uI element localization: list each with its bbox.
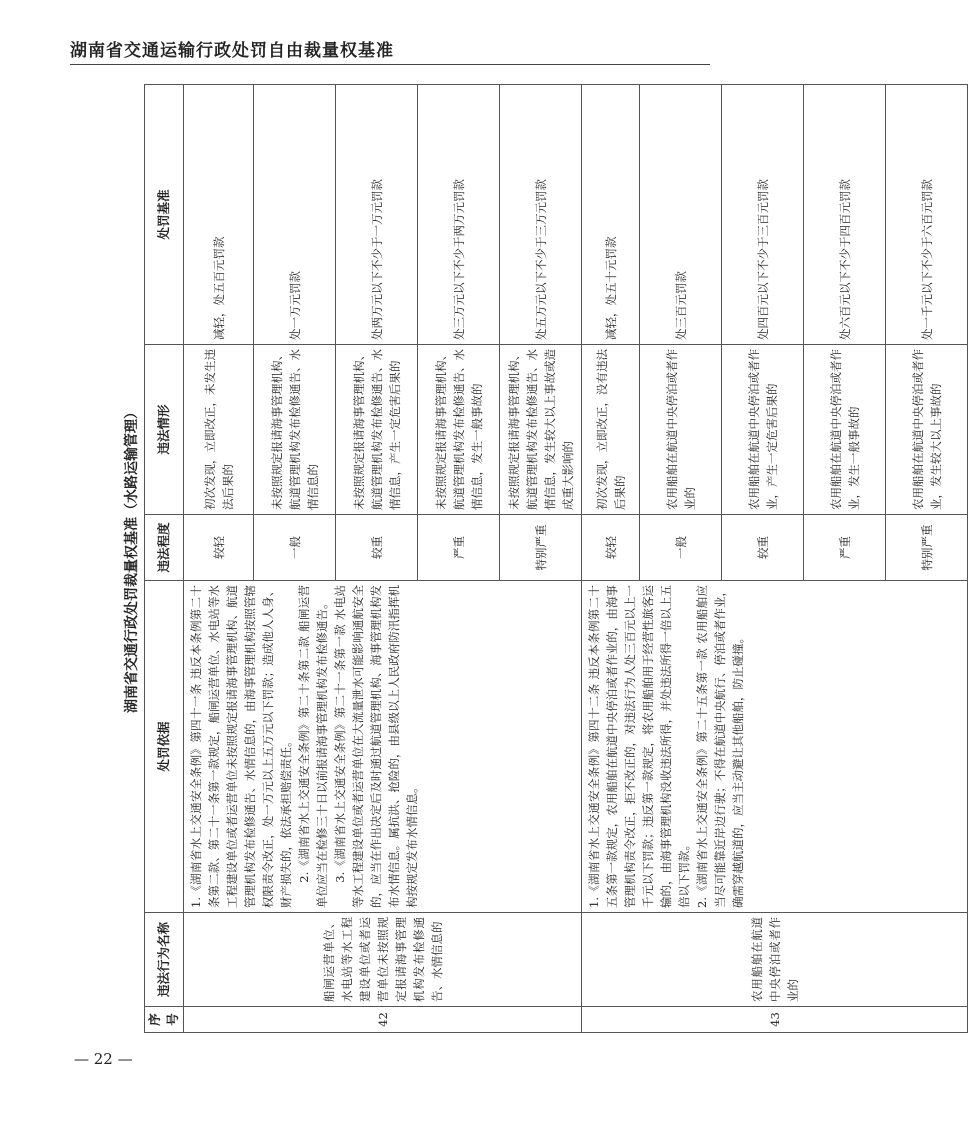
col-header-violation-name: 违法行为名称 — [145, 913, 184, 1007]
basis-paragraph: 2.《湖南省水上交通安全条例》第二十条第二款 船闸运营单位应当在检修三十日以前报请海事管理机构发布检修通告。 — [297, 585, 329, 908]
penalty: 处一万元罚款 — [254, 85, 336, 345]
degree: 一般 — [640, 515, 722, 581]
situation: 未按照规定报请海事管理机构、航道管理机构发布检修通告、水情信息，发生较大以上事故或造成重大影响的 — [500, 345, 582, 515]
table-row — [582, 85, 640, 1033]
degree: 较轻 — [582, 515, 640, 581]
page-number: — 22 — — [74, 1050, 133, 1068]
legal-basis — [184, 581, 582, 913]
situation: 农用船舶在航道中央停泊或者作业，产生一定危害后果的 — [722, 345, 804, 515]
situation: 未按照规定报请海事管理机构、航道管理机构发布检修通告、水情信息的 — [254, 345, 336, 515]
legal-basis — [582, 581, 968, 913]
document-header-title: 湖南省交通运输行政处罚自由裁量权基准 — [70, 41, 394, 61]
table-row — [184, 85, 254, 1033]
penalty: 处三百元罚款 — [640, 85, 722, 345]
situation: 未按照规定报请海事管理机构、航道管理机构发布检修通告、水情信息，发生一般事故的 — [418, 345, 500, 515]
degree: 较重 — [722, 515, 804, 581]
degree: 严重 — [418, 515, 500, 581]
col-header-legal-basis: 处罚依据 — [145, 581, 184, 913]
penalty: 处三万元以下不少于两万元罚款 — [418, 85, 500, 345]
table-caption: 湖南省交通行政处罚裁量权基准（水路运输管理） — [124, 405, 140, 713]
row-number: 42 — [184, 1007, 582, 1033]
basis-paragraph: 3.《湖南省水上交通安全条例》第二十一条第一款 水电站等水工程建设单位或者运营单位在大流量泄水可能影响通航安全的，应当在作出决定后及时通过航道管理机构、海事管理机构发布水情信息。属抗洪、抢险的，由县级以上人民政府防汛指挥机构按规定发布水情信息。 — [333, 585, 419, 908]
row-number: 43 — [582, 1007, 968, 1033]
situation: 初次发现，立即改正，没有违法后果的 — [582, 345, 640, 515]
col-header-degree: 违法程度 — [145, 515, 184, 581]
situation: 未按照规定报请海事管理机构、航道管理机构发布检修通告、水情信息，产生一定危害后果的 — [336, 345, 418, 515]
penalty: 处两万元以下不少于一万元罚款 — [336, 85, 418, 345]
header-rule — [70, 64, 710, 65]
penalty: 处五万元以下不少于三万元罚款 — [500, 85, 582, 345]
degree: 较重 — [336, 515, 418, 581]
violation-name: 农用船舶在航道中央停泊或者作业的 — [582, 913, 968, 1007]
penalty: 处六百元以下不少于四百元罚款 — [804, 85, 886, 345]
situation: 农用船舶在航道中央停泊或者作业的 — [640, 345, 722, 515]
degree: 严重 — [804, 515, 886, 581]
degree: 特别严重 — [500, 515, 582, 581]
penalty: 减轻，处五百元罚款 — [184, 85, 254, 345]
penalty: 处四百元以下不少于三百元罚款 — [722, 85, 804, 345]
col-header-penalty: 处罚基准 — [145, 85, 184, 345]
penalty: 减轻，处五十元罚款 — [582, 85, 640, 345]
situation: 农用船舶在航道中央停泊或者作业，发生较大以上事故的 — [886, 345, 968, 515]
penalty: 处一千元以下不少于六百元罚款 — [886, 85, 968, 345]
penalty-table — [144, 84, 968, 1033]
degree: 一般 — [254, 515, 336, 581]
rotated-page-content — [120, 85, 943, 1033]
basis-paragraph: 2.《湖南省水上交通安全条例》第二十五条第一款 农用船舶应当尽可能靠近岸边行驶；不得在航道中央航行、停泊或者作业，确需穿越航道的，应当主动避让其他船舶，防止碰撞。 — [695, 585, 745, 908]
degree: 特别严重 — [886, 515, 968, 581]
situation: 初次发现，立即改正，未发生违法后果的 — [184, 345, 254, 515]
violation-name: 船闸运营单位、水电站等水工程建设单位或者运营单位未按照规定报请海事管理机构发布检修通告、水情信息的 — [184, 913, 582, 1007]
rotated-table-area — [120, 85, 943, 1033]
table-header-row — [145, 85, 184, 1033]
degree: 较轻 — [184, 515, 254, 581]
situation: 农用船舶在航道中央停泊或者作业，发生一般事故的 — [804, 345, 886, 515]
basis-paragraph: 1.《湖南省水上交通安全条例》第四十二条 违反本条例第二十五条第一款规定，农用船舶在航道中央停泊或者作业的，由海事管理机构责令改正，拒不改正的，对违法行为人处三百元以上一千元以下罚款；违反第一款规定，将农用船舶用于经营性旅客运输的，由海事管理机构没收违法所得，并处违法所得一倍以上五倍以下罚款。 — [587, 585, 691, 908]
col-header-no: 序号 — [145, 1007, 184, 1033]
col-header-situation: 违法情形 — [145, 345, 184, 515]
basis-paragraph: 1.《湖南省水上交通安全条例》第四十一条 违反本条例第二十条第二款、第二十一条第一款规定，船闸运营单位、水电站等水工程建设单位或者运营单位未按照规定报请海事管理机构、航道管理机构发布检修通告、水情信息的，由海事管理机构按照管辖权限责令改正，处一万元以上五万元以下罚款；造成他人人身、财产损失的，依法承担赔偿责任。 — [189, 585, 293, 908]
